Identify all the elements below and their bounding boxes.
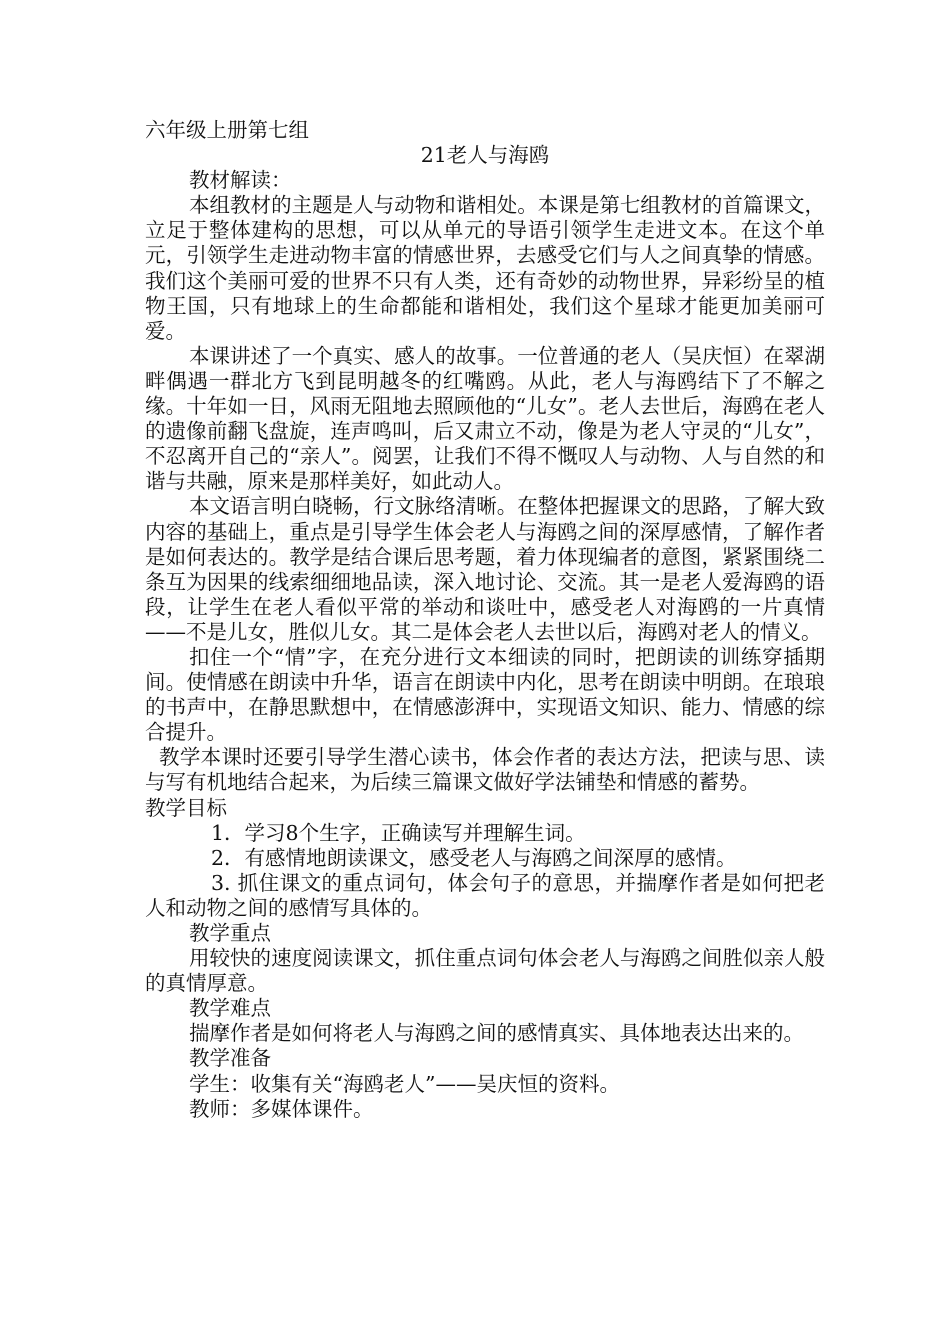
lesson-title: 21老人与海鸥 bbox=[420, 143, 550, 168]
grade-unit-label: 六年级上册第七组 bbox=[145, 118, 309, 142]
preparation-heading: 教学准备 bbox=[189, 1046, 271, 1071]
intro-heading: 教材解读： bbox=[189, 168, 292, 193]
intro-paragraph-3: 本文语言明白晓畅，行文脉络清晰。在整体把握课文的思路，了解大致内容的基础上，重点是引导学生体会老人与海鸥之间的深厚感情，了解作者是如何表达的。教学是结合课后思考题，着力体现编者的意图，紧紧围绕二条互为因果的线索细细地品读，深入地讨论、交流。其一是老人爱海鸥的语段，让学生在老人看似平常的举动和谈吐中，感受老人对海鸥的一片真情——不是儿女，胜似儿女。其二是体会老人去世以后，海鸥对老人的情义。 bbox=[145, 494, 825, 644]
objective-item-1: 1．学习8个生字，正确读写并理解生词。 bbox=[211, 820, 586, 845]
intro-paragraph-2: 本课讲述了一个真实、感人的故事。一位普通的老人（吴庆恒）在翠湖畔偶遇一群北方飞到昆明越冬的红嘴鸥。从此，老人与海鸥结下了不解之缘。十年如一日，风雨无阻地去照顾他的“儿女”。老人去世后，海鸥在老人的遗像前翻飞盘旋，连声鸣叫，后又肃立不动，像是为老人守灵的“儿女”，不忍离开自己的“亲人”。阅罢，让我们不得不慨叹人与动物、人与自然的和谐与共融，原来是那样美好，如此动人。 bbox=[145, 343, 825, 494]
keypoint-text: 用较快的速度阅读课文，抓住重点词句体会老人与海鸥之间胜似亲人般的真情厚意。 bbox=[145, 946, 825, 996]
document-page bbox=[145, 118, 825, 1122]
difficulty-text: 揣摩作者是如何将老人与海鸥之间的感情真实、具体地表达出来的。 bbox=[189, 1021, 804, 1046]
keypoint-heading: 教学重点 bbox=[189, 921, 271, 945]
objectives-heading: 教学目标 bbox=[145, 795, 227, 820]
intro-paragraph-1: 本组教材的主题是人与动物和谐相处。本课是第七组教材的首篇课文，立足于整体建构的思想，可以从单元的导语引领学生走进文本。在这个单元，引领学生走进动物丰富的情感世界，去感受它们与人之间真挚的情感。我们这个美丽可爱的世界不只有人类，还有奇妙的动物世界，异彩纷呈的植物王国，只有地球上的生命都能和谐相处，我们这个星球才能更加美丽可爱。 bbox=[145, 193, 825, 343]
difficulty-heading: 教学难点 bbox=[189, 996, 271, 1021]
intro-paragraph-5: 教学本课时还要引导学生潜心读书，体会作者的表达方法，把读与思、读与写有机地结合起来，为后续三篇课文做好学法铺垫和情感的蓄势。 bbox=[145, 745, 825, 795]
preparation-student: 学生：收集有关“海鸥老人”——吴庆恒的资料。 bbox=[189, 1071, 620, 1096]
preparation-teacher: 教师：多媒体课件。 bbox=[189, 1096, 374, 1121]
objective-item-3: 3. 抓住课文的重点词句，体会句子的意思，并揣摩作者是如何把老人和动物之间的感情写具体的。 bbox=[145, 870, 825, 920]
intro-paragraph-4: 扣住一个“情”字，在充分进行文本细读的同时，把朗读的训练穿插期间。使情感在朗读中升华，语言在朗读中内化，思考在朗读中明朗。在琅琅的书声中，在静思默想中，在情感澎湃中，实现语文知识、能力、情感的综合提升。 bbox=[145, 644, 825, 745]
objective-item-2: 2．有感情地朗读课文，感受老人与海鸥之间深厚的感情。 bbox=[211, 845, 737, 870]
